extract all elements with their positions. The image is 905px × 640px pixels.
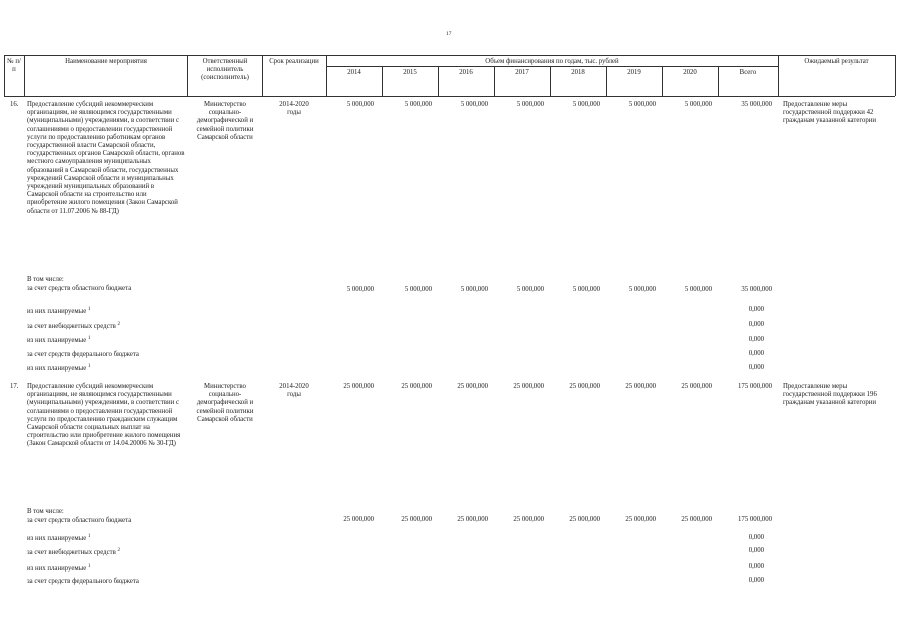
year-value: 25 000,000	[343, 383, 374, 390]
source-total: 0,000	[748, 336, 764, 343]
year-value: 25 000,000	[681, 383, 712, 390]
activity-name: Предоставление субсидий некоммерческим организациям, не являющимся государственными (муниципальными) учреждениями, в соответствии с соглашениями о предоставлении государственной услуги по предоставлению гражданским служащим Самарской области социальных выплат на строительство или приобретение жилого помещения (Закон Самарской области от 14.04.20006 № 30-ГД)	[27, 383, 181, 448]
regional-budget-label: за счет средств областного бюджета	[27, 285, 132, 292]
total-value: 35 000,000	[741, 101, 772, 108]
responsible-executor: Министерство социально-демографической и семейной политики Самарской области	[196, 383, 254, 423]
header-funding: Объем финансирования по годам, тыс. рублей	[485, 58, 619, 65]
header-year: 2014	[347, 69, 361, 76]
expected-result: Предоставление меры государственной поддержки 196 гражданам указанной категории	[783, 383, 877, 407]
source-total: 0,000	[748, 364, 764, 371]
year-value: 5 000,000	[346, 101, 374, 108]
source-label: за счет внебюджетных средств $^2$	[27, 322, 120, 330]
regional-value: 5 000,000	[572, 286, 600, 293]
header-year: 2018	[571, 69, 585, 76]
including-label: В том числе:	[27, 276, 64, 283]
implementation-term: 2014-2020 годы	[279, 101, 309, 117]
source-label: за счет средств федерального бюджета	[27, 578, 139, 585]
source-total: 0,000	[748, 321, 764, 328]
header-year: 2019	[627, 69, 641, 76]
header-term: Срок реализации	[269, 58, 319, 65]
year-value: 5 000,000	[516, 101, 544, 108]
source-label: за счет внебюджетных средств $^2$	[27, 548, 120, 556]
expected-result: Предоставление меры государственной поддержки 42 гражданам указанной категории	[783, 101, 877, 125]
regional-value: 5 000,000	[460, 286, 488, 293]
year-value: 25 000,000	[457, 383, 488, 390]
year-value: 25 000,000	[569, 383, 600, 390]
activity-name: Предоставление субсидий некоммерческим организациям, не являющимся государственными (муниципальными) учреждениями, в соответствии с соглашениями о предоставлении государственной услуги по предоставлению работникам органов государственной власти Самарской области, государственных органов Самарской области, органов местного самоуправления муниципальных образований в Самарской области, государственных учреждений Самарской области и муниципальных учреждений муниципальных образований в Самарской области на строительство или приобретение жилого помещения (Закон Самарской области от 11.07.2006 № 88-ГД)	[27, 101, 185, 215]
source-label: из них планируемые $^1$	[27, 534, 91, 542]
source-total: 0,000	[748, 563, 764, 570]
regional-value: 25 000,000	[343, 516, 374, 523]
source-label: из них планируемые $^1$	[27, 307, 91, 315]
header-year: 2020	[683, 69, 697, 76]
header-year: Всего	[739, 69, 757, 76]
source-total: 0,000	[748, 577, 764, 584]
source-label: из них планируемые $^1$	[27, 364, 91, 372]
row-number: 16.	[10, 101, 19, 108]
regional-value: 25 000,000	[569, 516, 600, 523]
source-total: 0,000	[748, 350, 764, 357]
source-label: за счет средств федерального бюджета	[27, 351, 139, 358]
header-year: 2015	[403, 69, 417, 76]
year-value: 5 000,000	[460, 101, 488, 108]
year-value: 25 000,000	[401, 383, 432, 390]
regional-value: 25 000,000	[401, 516, 432, 523]
regional-value: 5 000,000	[684, 286, 712, 293]
regional-value: 25 000,000	[681, 516, 712, 523]
source-label: из них планируемые $^1$	[27, 336, 91, 344]
total-value: 175 000,000	[738, 383, 772, 390]
including-label: В том числе:	[27, 508, 64, 515]
year-value: 5 000,000	[572, 101, 600, 108]
regional-value: 5 000,000	[516, 286, 544, 293]
source-total: 0,000	[748, 547, 764, 554]
regional-budget-label: за счет средств областного бюджета	[27, 517, 132, 524]
header-year: 2016	[459, 69, 473, 76]
year-value: 5 000,000	[404, 101, 432, 108]
regional-value: 25 000,000	[457, 516, 488, 523]
regional-total: 35 000,000	[741, 286, 772, 293]
year-value: 25 000,000	[513, 383, 544, 390]
regional-value: 5 000,000	[346, 286, 374, 293]
year-value: 5 000,000	[628, 101, 656, 108]
header-year: 2017	[515, 69, 529, 76]
source-label: из них планируемые $^1$	[27, 564, 91, 572]
regional-value: 25 000,000	[513, 516, 544, 523]
regional-value: 5 000,000	[628, 286, 656, 293]
implementation-term: 2014-2020 годы	[279, 383, 309, 399]
regional-total: 175 000,000	[738, 516, 772, 523]
source-total: 0,000	[748, 534, 764, 541]
regional-value: 25 000,000	[625, 516, 656, 523]
page-number: 17	[446, 31, 452, 37]
header-num: № п/п	[7, 58, 21, 74]
header-name: Наименование мероприятия	[65, 58, 147, 65]
regional-value: 5 000,000	[404, 286, 432, 293]
source-total: 0,000	[748, 306, 764, 313]
header-result: Ожидаемый результат	[804, 58, 869, 65]
header-responsible: Ответственный исполнитель (соисполнитель)	[201, 58, 249, 82]
row-number: 17.	[10, 383, 19, 390]
year-value: 25 000,000	[625, 383, 656, 390]
responsible-executor: Министерство социально-демографической и семейной политики Самарской области	[196, 101, 254, 141]
year-value: 5 000,000	[684, 101, 712, 108]
